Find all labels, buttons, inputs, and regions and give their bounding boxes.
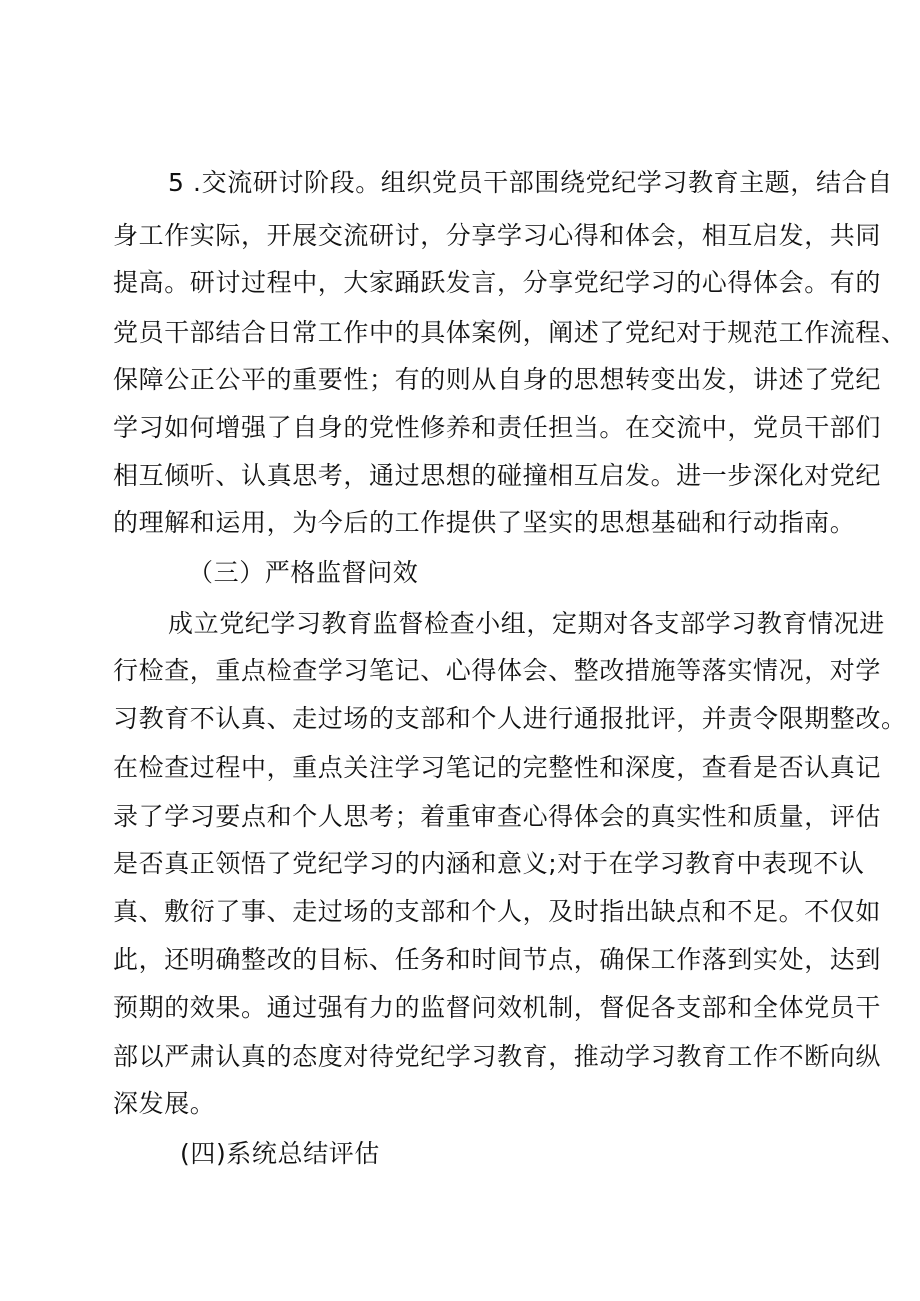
section-3-line: 此，还明确整改的目标、任务和时间节点，确保工作落到实处，达到 — [113, 945, 882, 974]
paragraph-5-line: 相互倾听、认真思考，通过思想的碰撞相互启发。进一步深化对党纪 — [113, 461, 882, 490]
section-4-heading: (四)系统总结评估 — [180, 1139, 380, 1168]
section-3-line: 成立党纪学习教育监督检查小组，定期对各支部学习教育情况进 — [168, 609, 885, 638]
section-3-line: 深发展。 — [113, 1089, 216, 1118]
paragraph-5-line: 的理解和运用，为今后的工作提供了坚实的思想基础和行动指南。 — [113, 508, 856, 537]
paragraph-5-line: 身工作实际，开展交流研讨，分享学习心得和体会，相互启发，共同 — [113, 221, 882, 250]
section-3-line: 预期的效果。通过强有力的监督问效机制，督促各支部和全体党员干 — [113, 993, 882, 1022]
section-3-line: 真、敷衍了事、走过场的支部和个人，及时指出缺点和不足。不仅如 — [113, 897, 882, 926]
section-3-line: 行检查，重点检查学习笔记、心得体会、整改措施等落实情况，对学 — [113, 656, 882, 685]
paragraph-5-line: 党员干部结合日常工作中的具体案例，阐述了党纪对于规范工作流程、 — [113, 318, 907, 347]
section-3-line: 是否真正领悟了党纪学习的内涵和意义;对于在学习教育中表现不认 — [113, 849, 865, 878]
section-3-line: 部以严肃认真的态度对待党纪学习教育，推动学习教育工作不断向纵 — [113, 1042, 882, 1071]
section-3-line: 在检查过程中，重点关注学习笔记的完整性和深度，查看是否认真记 — [113, 753, 882, 782]
paragraph-5-line: 学习如何增强了自身的党性修养和责任担当。在交流中，党员干部们 — [113, 413, 882, 442]
paragraph-5-line: 5 .交流研讨阶段。组织党员干部围绕党纪学习教育主题，结合自 — [168, 168, 893, 197]
section-3-line: 录了学习要点和个人思考；着重审查心得体会的真实性和质量，评估 — [113, 802, 882, 831]
paragraph-5-line: 保障公正公平的重要性；有的则从自身的思想转变出发，讲述了党纪 — [113, 365, 882, 394]
paragraph-5-line: 提高。研讨过程中，大家踊跃发言，分享党纪学习的心得体会。有的 — [113, 268, 882, 297]
section-3-heading: （三）严格监督问效 — [188, 558, 419, 587]
section-3-line: 习教育不认真、走过场的支部和个人进行通报批评，并责令限期整改。 — [113, 704, 907, 733]
